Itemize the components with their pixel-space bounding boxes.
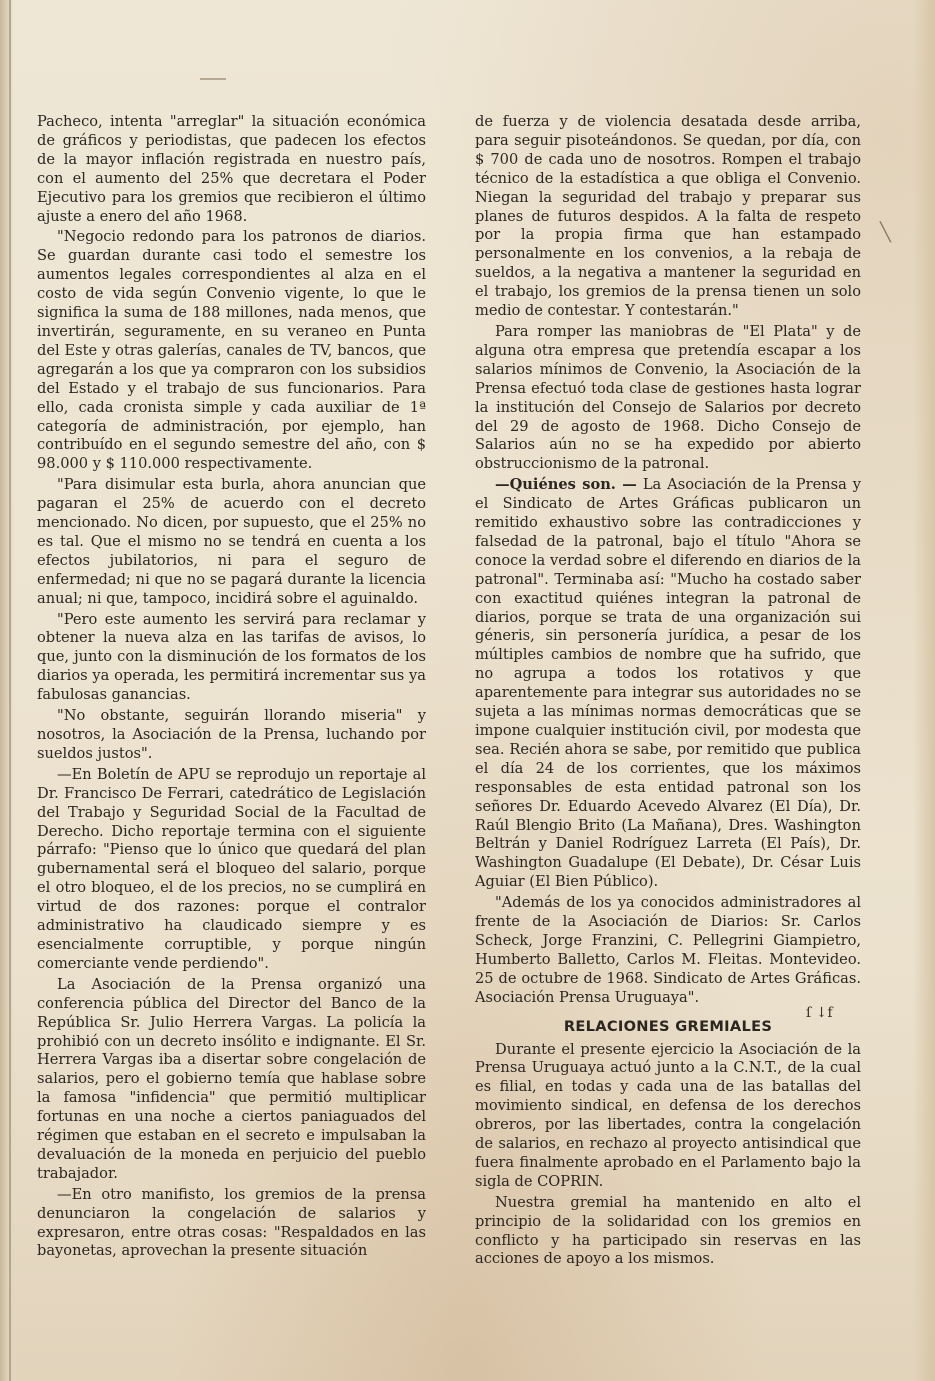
paragraph — [475, 476, 861, 892]
right-text-column — [475, 113, 861, 1271]
paragraph: —En otro manifisto, los gremios de la prensa denunciaron la congelación de salarios y expresaron, entre otras cosas: "Respaldados en las bayonetas, aprovechan la presente situación — [37, 1185, 426, 1260]
paragraph: "Pero este aumento les servirá para reclamar y obtener la nueva alza en las tarifas de avisos, lo que, junto con la disminución de los formatos de los diarios ya operada, les permitirá incrementar sus ya fabulosas ganancias. — [37, 610, 426, 704]
section-heading: RELACIONES GREMIALES — [563, 1017, 773, 1035]
binding-edge — [0, 0, 14, 1381]
left-text-column — [37, 113, 426, 1263]
print-mark — [200, 78, 226, 80]
paragraph: Para romper las maniobras de "El Plata" y de alguna otra empresa que pretendía escapar a los salarios mínimos de Convenio, la Asociación de la Prensa efectuó toda clase de gestiones hasta lograr la institución del Consejo de Salarios por decreto del 29 de agosto de 1968. Dicho Consejo de Salarios aún no se ha expedido por abierto obstruccionismo de la patronal. — [475, 322, 861, 473]
paragraph: —En Boletín de APU se reprodujo un reportaje al Dr. Francisco De Ferrari, catedrático de Legislación del Trabajo y Seguridad Social de la Facultad de Derecho. Dicho reportaje termina con el siguiente párrafo: "Pienso que lo único que quedará del plan gubernamental será el bloqueo del salario, porque el otro bloqueo, el de los precios, no se cumplirá en virtud de dos razones: porque el contralor administrativo ha claudicado siempre y es esencialmente corruptible, y porque ningún comerciante vende perdiendo". — [37, 765, 426, 972]
paragraph: de fuerza y de violencia desatada desde arriba, para seguir pisoteándonos. Se quedan, por día, con $ 700 de cada uno de nosotros. Rompen el trabajo técnico de la estadística a que obliga el Convenio. Niegan la seguridad del trabajo y preparar sus planes de futuros despidos. A la falta de respeto por la propia firma que han estampado personalmente en los convenios, a la rebaja de sueldos, a la negativa a mantener la seguridad en el trabajo, los gremios de la prensa tienen un solo medio de contestar. Y contestarán." — [475, 113, 861, 320]
paragraph: "Negocio redondo para los patronos de diarios. Se guardan durante casi todo el semestre los aumentos legales correspondientes al alza en el costo de vida según Convenio vigente, lo que le significa la suma de 188 millones, nada menos, que invertirán, seguramente, en su veraneo en Punta del Este y otras galerías, canales de TV, bancos, que agregarán a los que ya compraron con los subsidios del Estado y el trabajo de sus funcionarios. Para ello, cada cronista simple y cada auxiliar de 1ª categoría de administración, por ejemplo, han contribuído en el segundo semestre del año, con $ 98.000 y $ 110.000 respectivamente. — [37, 228, 426, 473]
paragraph: "Para disimular esta burla, ahora anuncian que pagaran el 25% de acuerdo con el decreto mencionado. No dicen, por supuesto, que el 25% no es tal. Que el mismo no se tendrá en cuenta a los efectos jubilatorios, ni para el seguro de enfermedad; ni que no se pagará durante la licencia anual; ni que, tampoco, incidirá sobre el aguinaldo. — [37, 476, 426, 607]
paragraph: Pacheco, intenta "arreglar" la situación económica de gráficos y periodistas, que padecen los efectos de la mayor inflación registrada en nuestro país, con el aumento del 25% que decretara el Poder Ejecutivo para los gremios que recibieron el último ajuste a enero del año 1968. — [37, 113, 426, 225]
handwritten-mark: ſ ↓f — [806, 1005, 833, 1021]
paragraph: La Asociación de la Prensa organizó una conferencia pública del Director del Banco de la República Sr. Julio Herrera Vargas. La policía la prohibió con un decreto insólito e indignante. El Sr. Herrera Vargas iba a disertar sobre congelación de salarios, pero el gobierno temía que hablase sobre la famosa "infidencia" que permitió multiplicar fortunas en una noche a ciertos paniaguados del régimen que estaban en el secreto e impulsaban la devaluación de la moneda en perjuicio del pueblo trabajador. — [37, 975, 426, 1182]
page-shadow-edge — [913, 0, 935, 1381]
paragraph: Nuestra gremial ha mantenido en alto el principio de la solidaridad con los gremios en conflicto y ha participado sin reservas en las acciones de apoyo a los mismos. — [475, 1193, 861, 1268]
paragraph: "No obstante, seguirán llorando miseria" y nosotros, la Asociación de la Prensa, luchando por sueldos justos". — [37, 707, 426, 762]
paragraph-body: La Asociación de la Prensa y el Sindicato de Artes Gráficas publicaron un remitido exhaustivo sobre las contradicciones y falsedad de la patronal, bajo el título "Ahora se conoce la verdad sobre el diferendo en diarios de la patronal". Terminaba así: "Mucho ha costado saber con exactitud quiénes integran la patronal de diarios, porque se trata de una organización sui géneris, sin personería jurídica, a pesar de los múltiples cambios de nombre que ha sufrido, que no agrupa a todos los rotativos y que aparentemente para integrar sus autoridades no se sujeta a las mínimas normas democráticas que se impone cualquier institución civil, por modesta que sea. Recién ahora se sabe, por remitido que publica el día 24 de los corrientes, que los máximos responsables de esta entidad patronal son los señores Dr. Eduardo Acevedo Alvarez (El Día), Dr. Raúl Blengio Brito (La Mañana), Dres. Washington Beltrán y Daniel Rodríguez Larreta (El País), Dr. Washington Guadalupe (El Debate), Dr. César Luis Aguiar (El Bien Público). — [475, 476, 861, 891]
paragraph: "Además de los ya conocidos administradores al frente de la Asociación de Diarios: Sr. Carlos Scheck, Jorge Franzini, C. Pellegrini Giampietro, Humberto Balletto, Carlos M. Fleitas. Montevideo. 25 de octubre de 1968. Sindicato de Artes Gráficas. Asociación Prensa Uruguaya". — [475, 894, 861, 1006]
section-lead-in: —Quiénes son. — — [495, 476, 637, 494]
pencil-mark: ╲ — [880, 222, 891, 243]
paragraph: Durante el presente ejercicio la Asociación de la Prensa Uruguaya actuó junto a la C.N.T., de la cual es filial, en todas y cada una de las batallas del movimiento sindical, en defensa de los derechos obreros, por las libertades, contra la congelación de salarios, en rechazo al proyecto antisindical que fuera finalmente aprobado en el Parlamento bajo la sigla de COPRIN. — [475, 1040, 861, 1190]
